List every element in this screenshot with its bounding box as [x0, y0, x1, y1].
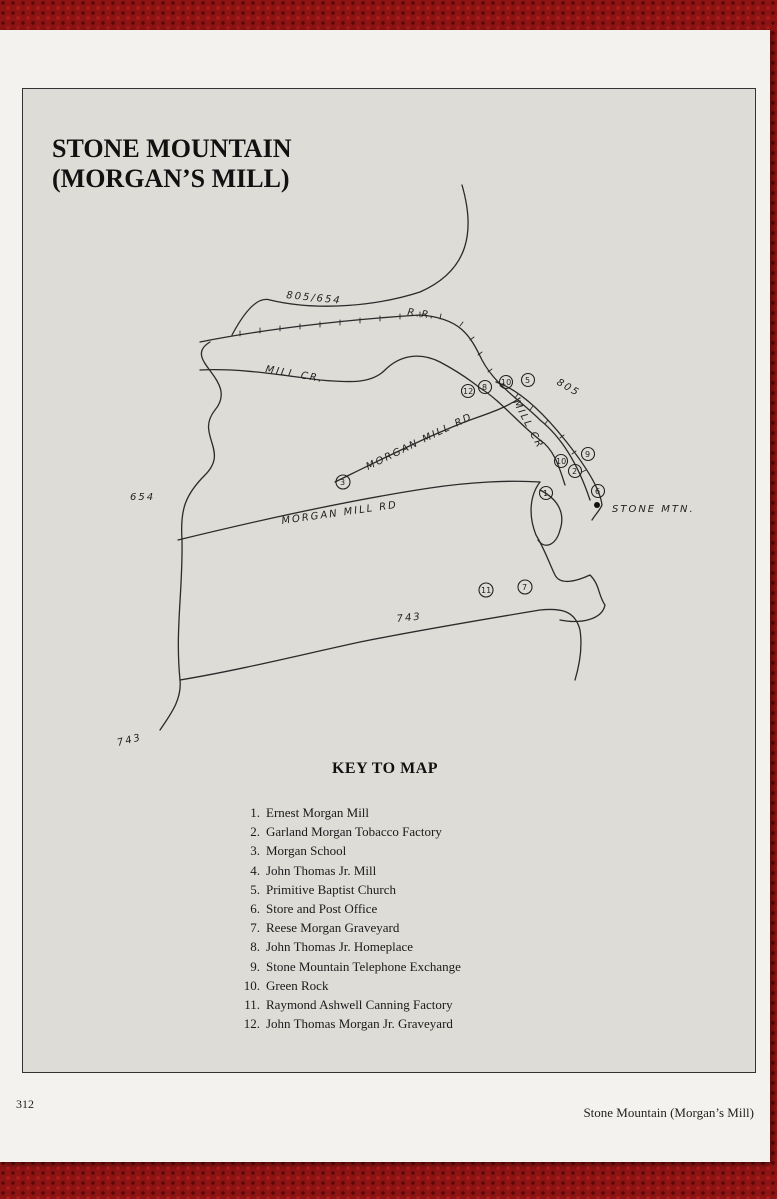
key-item — [230, 995, 461, 1014]
key-item-name: John Thomas Jr. Homeplace — [266, 939, 414, 955]
marker-9: 9 — [585, 450, 591, 459]
marker-10: 10 — [501, 378, 512, 387]
label-morgan-mill-rd-upper: MORGAN MILL RD — [364, 411, 475, 473]
key-item-number: 7. — [250, 920, 260, 936]
road-743 — [180, 609, 581, 680]
key-item — [230, 976, 461, 995]
key-item-name: John Thomas Jr. Mill — [266, 862, 377, 878]
key-item-number: 8. — [250, 939, 260, 955]
marker-8: 8 — [482, 383, 488, 392]
key-item — [230, 822, 461, 841]
label-mill-cr-vertical: MILL CR — [510, 398, 546, 451]
key-item — [230, 880, 461, 899]
map-title: STONE MOUNTAIN (MORGAN’S MILL) — [52, 134, 292, 193]
key-item-name: John Thomas Morgan Jr. Graveyard — [266, 1016, 453, 1032]
key-item-number: 10. — [243, 977, 260, 993]
marker-7: 7 — [522, 583, 528, 592]
key-item — [230, 918, 461, 937]
label-805-654: 805/654 — [285, 290, 343, 307]
key-item — [230, 957, 461, 976]
key-item-number: 12. — [243, 1016, 260, 1032]
label-743-bottom: 743 — [116, 732, 144, 749]
key-item-name: Raymond Ashwell Canning Factory — [266, 997, 453, 1013]
label-railroad: R.R. — [406, 307, 437, 322]
key-item-number: 1. — [250, 805, 260, 820]
key-item-number: 9. — [250, 958, 260, 974]
key-item-number: 3. — [250, 843, 260, 859]
key-item — [230, 803, 461, 822]
key-item-name: Primitive Baptist Church — [266, 881, 396, 897]
key-item-name: Ernest Morgan Mill — [266, 805, 370, 820]
marker-5: 5 — [525, 376, 531, 385]
key-item-number: 2. — [250, 824, 260, 840]
label-743-mid: 743 — [396, 611, 423, 625]
label-805: 805 — [554, 377, 582, 400]
key-item-name: Green Rock — [266, 977, 329, 993]
key-item-number: 5. — [250, 881, 260, 897]
key-item-number: 6. — [250, 901, 260, 917]
marker-6: 6 — [595, 487, 601, 496]
key-item-name: Morgan School — [266, 843, 347, 859]
marker-2: 2 — [572, 467, 578, 476]
west-boundary — [160, 342, 221, 730]
book-page — [0, 30, 770, 1162]
marker-3: 3 — [340, 478, 346, 487]
key-item — [230, 899, 461, 918]
key-item-name: Reese Morgan Graveyard — [266, 920, 400, 936]
key-item-number: 11. — [244, 997, 260, 1013]
key-item-number: 4. — [250, 862, 260, 878]
label-mill-creek: MILL CR. — [264, 364, 325, 386]
marker-11: 11 — [481, 586, 492, 595]
running-title: Stone Mountain (Morgan’s Mill) — [583, 1105, 754, 1120]
marker-1: 1 — [543, 489, 549, 498]
key-item-name: Store and Post Office — [266, 901, 378, 917]
key-item-name: Garland Morgan Tobacco Factory — [266, 824, 442, 840]
key-item — [230, 841, 461, 860]
key-list — [230, 803, 461, 1033]
key-item — [230, 861, 461, 880]
marker-12: 12 — [463, 387, 474, 396]
key-item — [230, 937, 461, 956]
label-stone-mtn: STONE MTN. — [612, 504, 695, 515]
key-item — [230, 1014, 461, 1033]
label-654: 654 — [130, 492, 156, 503]
label-morgan-mill-rd-lower: MORGAN MILL RD — [280, 499, 399, 527]
key-item-name: Stone Mountain Telephone Exchange — [266, 958, 461, 974]
page-number: 312 — [16, 1097, 34, 1111]
stone-mountain-outline — [531, 482, 605, 621]
marker-10b: 10 — [556, 457, 567, 466]
key-title: KEY TO MAP — [331, 760, 439, 777]
